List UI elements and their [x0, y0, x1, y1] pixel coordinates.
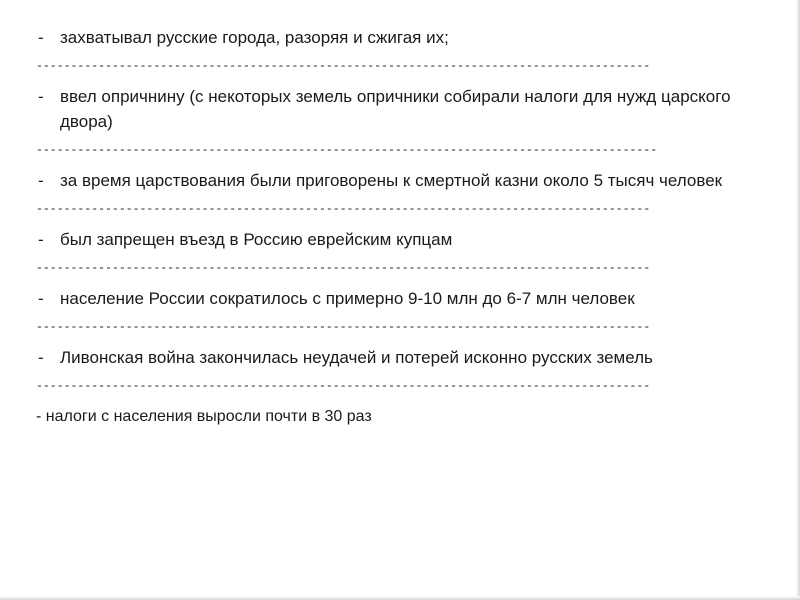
dashed-separator: ------------------------------------------------------------------------------------------ — [36, 144, 658, 157]
dashed-separator: ----------------------------------------------------------------------------------------- — [36, 262, 651, 275]
slide-edge-shadow-right — [796, 0, 800, 600]
list-item — [36, 168, 766, 193]
dashed-separator: ----------------------------------------------------------------------------------------- — [36, 60, 651, 73]
bullet-dash: - — [38, 87, 44, 106]
list-item-text: ввел опричнину (с некоторых земель опричники собирали налоги для нужд царского двора) — [60, 87, 731, 131]
bullet-dash: - — [38, 289, 44, 308]
list-item-text: за время царствования были приговорены к смертной казни около 5 тысяч человек — [60, 171, 723, 190]
dashed-separator: ----------------------------------------------------------------------------------------- — [36, 380, 651, 393]
list-item — [36, 227, 766, 252]
list-item-text: был запрещен въезд в Россию еврейским купцам — [60, 230, 453, 249]
list-item — [36, 84, 766, 134]
list-item — [36, 345, 766, 370]
bullet-dash: - — [38, 348, 44, 367]
slide-content — [36, 22, 766, 432]
list-item — [36, 25, 766, 50]
list-item-text: население России сократилось с примерно 9-10 млн до 6-7 млн человек — [60, 289, 635, 308]
dashed-separator: ----------------------------------------------------------------------------------------- — [36, 203, 651, 216]
list-item-text: захватывал русские города, разоряя и сжигая их; — [60, 28, 449, 47]
list-item — [36, 286, 766, 311]
dashed-separator: ----------------------------------------------------------------------------------------- — [36, 321, 651, 334]
list-item-text: - налоги с населения выросли почти в 30 раз — [36, 408, 372, 425]
list-item-text: Ливонская война закончилась неудачей и потерей исконно русских земель — [60, 348, 653, 367]
bullet-dash: - — [38, 230, 44, 249]
bullet-dash: - — [38, 28, 44, 47]
slide-edge-shadow-bottom — [0, 596, 800, 600]
list-item-plain — [36, 404, 766, 429]
bullet-dash: - — [38, 171, 44, 190]
